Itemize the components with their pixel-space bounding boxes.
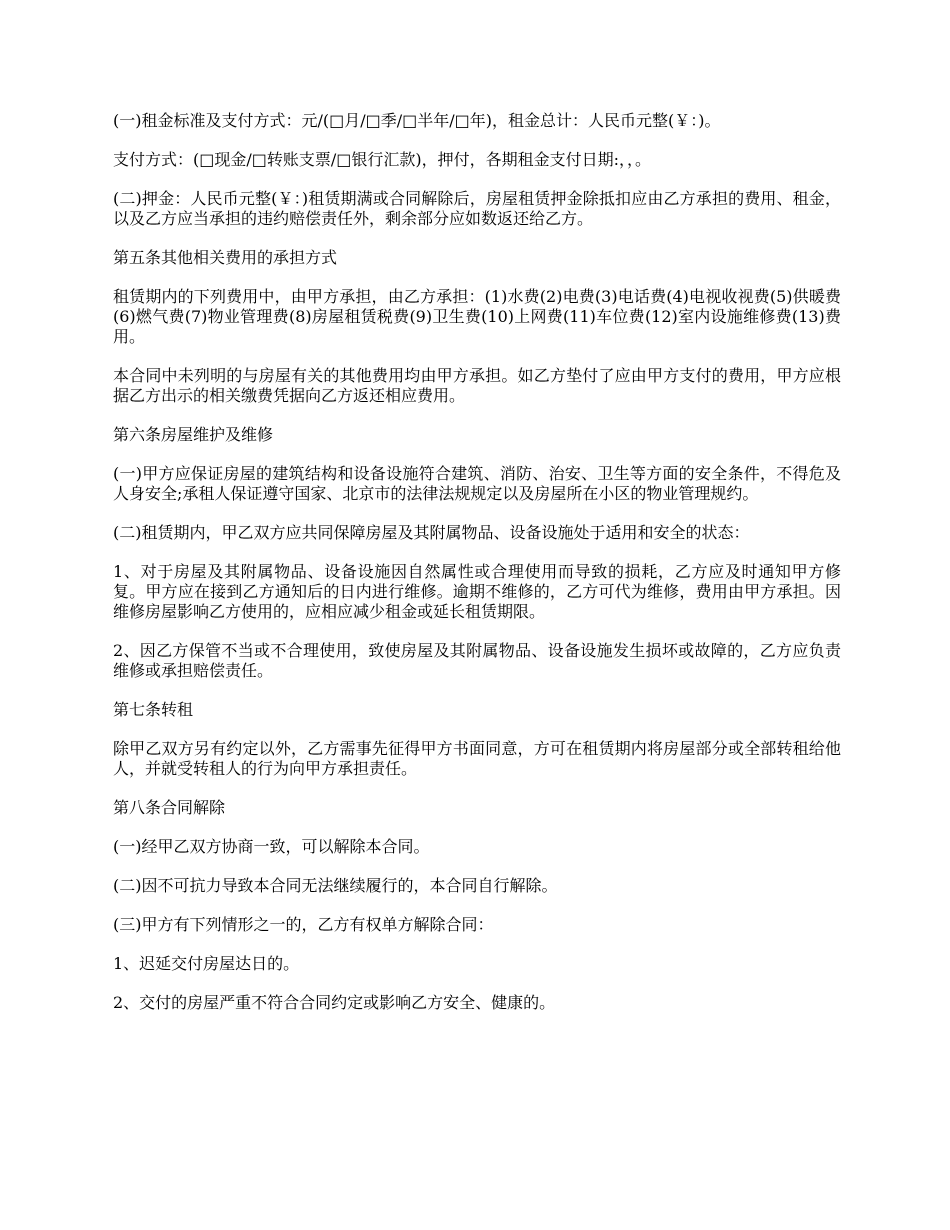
termination-clause-3-paragraph: (三)甲方有下列情形之一的，乙方有权单方解除合同： bbox=[113, 915, 494, 934]
joint-maintenance-paragraph: (二)租赁期内，甲乙双方应共同保障房屋及其附属物品、设备设施处于适用和安全的状态： bbox=[113, 523, 750, 542]
deposit-paragraph: (二)押金：人民币元整(￥：)租赁期满或合同解除后，房屋租赁押金除抵扣应由乙方承担的费用、租金，以及乙方应当承担的违约赔偿责任外，剩余部分应如数返还给乙方。 bbox=[113, 189, 841, 228]
repair-clause-1-paragraph: 1、对于房屋及其附属物品、设备设施因自然属性或合理使用而导致的损耗，乙方应及时通知甲方修复。甲方应在接到乙方通知后的日内进行维修。逾期不维修的，乙方可代为维修，费用由甲方承担。因维修房屋影响乙方使用的，应相应减少租金或延长租赁期限。 bbox=[113, 562, 841, 621]
termination-item-2-paragraph: 2、交付的房屋严重不符合合同约定或影响乙方安全、健康的。 bbox=[113, 993, 556, 1012]
rent-standard-paragraph: (一)租金标准及支付方式：元/(□月/□季/□半年/□年)，租金总计：人民币元整(￥：)。 bbox=[113, 111, 721, 130]
termination-clause-2-paragraph: (二)因不可抗力导致本合同无法继续履行的，本合同自行解除。 bbox=[113, 876, 558, 895]
article-6-heading: 第六条房屋维护及维修 bbox=[113, 425, 274, 444]
repair-clause-2-paragraph: 2、因乙方保管不当或不合理使用，致使房屋及其附属物品、设备设施发生损坏或故障的，乙方应负责维修或承担赔偿责任。 bbox=[113, 641, 841, 680]
termination-clause-1-paragraph: (一)经甲乙双方协商一致，可以解除本合同。 bbox=[113, 837, 430, 856]
fees-list-paragraph: 租赁期内的下列费用中，由甲方承担，由乙方承担：(1)水费(2)电费(3)电话费(4)电视收视费(5)供暖费(6)燃气费(7)物业管理费(8)房屋租赁税费(9)卫生费(10)上网费(11)车位费(12)室内设施维修费(13)费用。 bbox=[113, 287, 841, 346]
sublease-paragraph: 除甲乙双方另有约定以外，乙方需事先征得甲方书面同意，方可在租赁期内将房屋部分或全部转租给他人，并就受转租人的行为向甲方承担责任。 bbox=[113, 739, 841, 778]
other-fees-paragraph: 本合同中未列明的与房屋有关的其他费用均由甲方承担。如乙方垫付了应由甲方支付的费用，甲方应根据乙方出示的相关缴费凭据向乙方返还相应费用。 bbox=[113, 366, 841, 405]
article-7-heading: 第七条转租 bbox=[113, 700, 194, 719]
termination-item-1-paragraph: 1、迟延交付房屋达日的。 bbox=[113, 954, 300, 973]
safety-guarantee-paragraph: (一)甲方应保证房屋的建筑结构和设备设施符合建筑、消防、治安、卫生等方面的安全条件，不得危及人身安全;承租人保证遵守国家、北京市的法律法规规定以及房屋所在小区的物业管理规约。 bbox=[113, 464, 841, 503]
article-8-heading: 第八条合同解除 bbox=[113, 798, 226, 817]
payment-method-paragraph: 支付方式：(□现金/□转账支票/□银行汇款)，押付，各期租金支付日期:，，。 bbox=[113, 150, 652, 169]
document-page bbox=[113, 111, 841, 1032]
article-5-heading: 第五条其他相关费用的承担方式 bbox=[113, 248, 338, 267]
